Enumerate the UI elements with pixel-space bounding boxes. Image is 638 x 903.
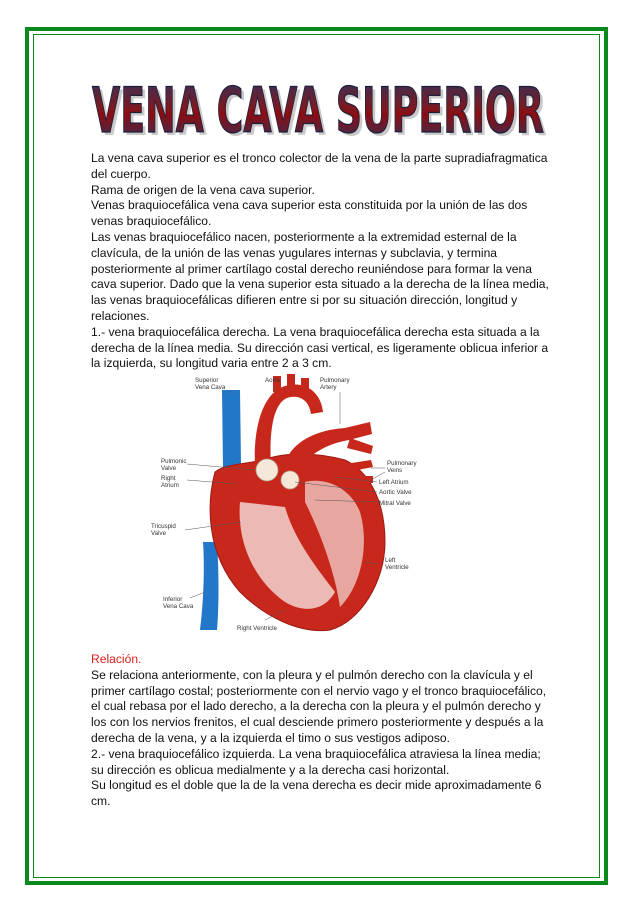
paragraph: La vena cava superior es el tronco colector de la vena de la parte supradiafragmatica del cuerpo.: [91, 151, 548, 181]
label-pulmonic-valve: Valve: [161, 465, 177, 472]
page-title: [88, 66, 548, 146]
label-pulmonary-veins: Veins: [387, 467, 403, 474]
paragraph: 1.- vena braquiocefálica derecha. La vena braquiocefálica derecha esta situada a la derecha de la línea media. Su dirección casi vertical, es ligeramente oblicua inferior a la izquierda, su longitud varia entre 2 a 3 cm.: [91, 324, 549, 371]
label-right-ventricle: Right Ventricle: [237, 625, 277, 632]
section-heading: Relación.: [91, 652, 142, 666]
label-pulmonary-artery: Pulmonary: [320, 377, 350, 384]
pulmonic-valve-shape: [256, 459, 278, 481]
label-inferior-vena-cava: Inferior: [163, 596, 183, 603]
inferior-vena-cava-shape: [200, 542, 219, 630]
label-tricuspid-valve: Valve: [151, 530, 167, 537]
paragraph: Rama de origen de la vena cava superior.: [91, 182, 315, 197]
label-aorta: Aorta: [265, 377, 280, 384]
label-pulmonary-artery: Artery: [320, 384, 337, 391]
aorta-branch: [287, 374, 295, 390]
relation-text: [91, 652, 553, 810]
label-superior-vena-cava: Superior: [195, 377, 219, 384]
paragraph: Venas braquiocefálica vena cava superior esta constituida por la unión de las dos venas braquiocefálico.: [91, 198, 528, 229]
pulmonary-artery-branch: [347, 438, 373, 454]
label-inferior-vena-cava: Vena Cava: [163, 603, 194, 610]
label-left-ventricle: Ventricle: [385, 564, 409, 571]
paragraph: Se relaciona anteriormente, con la pleura y el pulmón derecho con la clavícula y el primer cartílago costal; posteriormente con el nervio vago y el tronco braquiocefálico, el cual rebasa por el lado derecho, a la derecha con la pleura y el pulmón derecho y los con los nervios frenitos, el cual desciende primero posteriormente y después a la derecha de la vena, y a la izquierda el timo o sus vestigos adiposo.: [91, 667, 547, 745]
label-tricuspid-valve: Tricuspid: [151, 523, 176, 530]
title-text: VENA CAVA SUPERIOR: [92, 74, 544, 146]
label-left-ventricle: Left: [385, 557, 396, 564]
paragraph: Su longitud es el doble que la de la vena derecha es decir mide aproximadamente 6 cm.: [91, 778, 542, 809]
aortic-valve-shape: [281, 471, 299, 489]
title-shadow: VENA CAVA SUPERIOR: [95, 77, 547, 146]
label-superior-vena-cava: Vena Cava: [195, 384, 226, 391]
heart-diagram: [145, 372, 445, 638]
superior-vena-cava-shape: [222, 390, 241, 468]
intro-text: [91, 151, 553, 372]
label-mitral-valve: Mitral Valve: [379, 500, 411, 507]
paragraph: Las venas braquiocefálico nacen, posteriormente a la extremidad esternal de la clavícula, de la unión de las venas yugulares internas y subclavia, y termina posteriormente al primer cartílago costal derecho reuniéndose para formar la vena cava superior. Dado que la vena superior esta situado a la derecha de la línea media, las venas braquiocefálicas difieren entre si por su situación dirección, longitud y relaciones.: [91, 229, 549, 323]
paragraph: 2.- vena braquiocefálico izquierda. La vena braquiocefálica atraviesa la línea media; su dirección es oblicua medialmente y a la derecha casi horizontal.: [91, 746, 541, 777]
aorta-branch: [301, 378, 309, 394]
label-aortic-valve: Aortic Valve: [379, 489, 412, 496]
label-right-atrium: Atrium: [161, 482, 179, 489]
word-art-title: [88, 66, 548, 146]
label-pulmonary-veins: Pulmonary: [387, 460, 417, 467]
label-left-atrium: Left Atrium: [379, 479, 409, 486]
label-right-atrium: Right: [161, 475, 176, 482]
label-pulmonic-valve: Pulmonic: [161, 458, 187, 465]
